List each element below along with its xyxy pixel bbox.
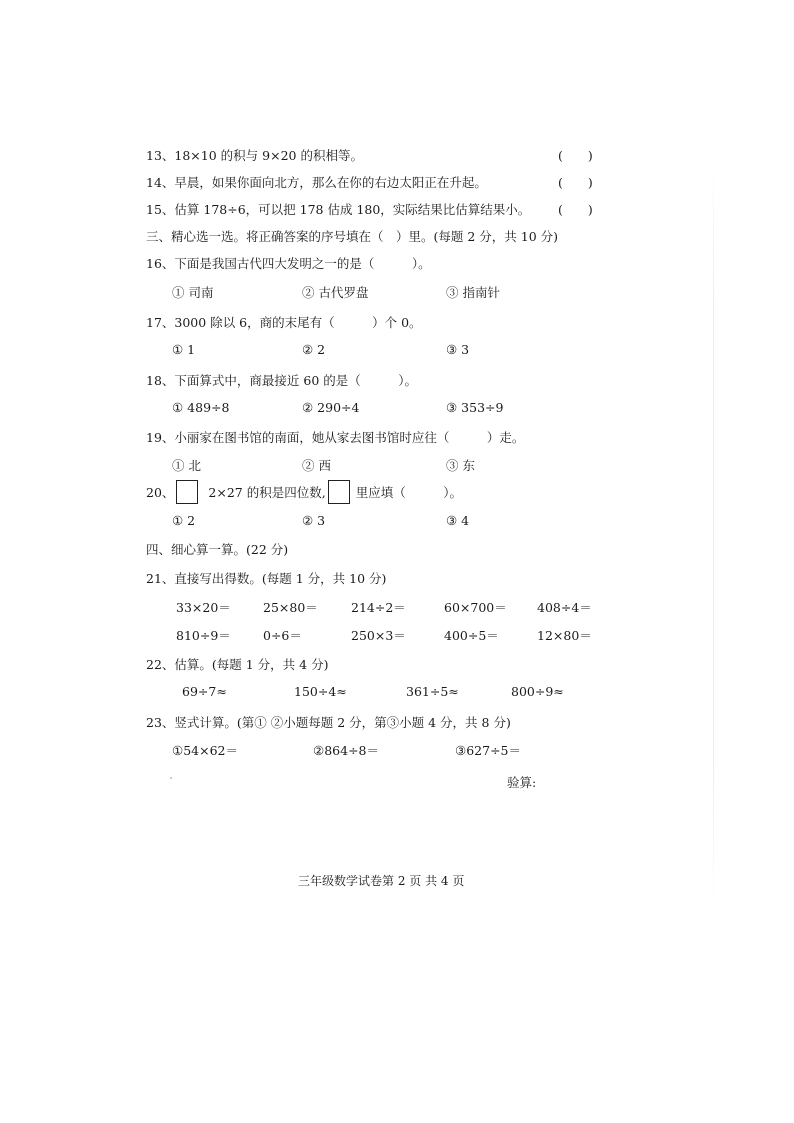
question-16: 16、下面是我国古代四大发明之一的是（ ）。	[146, 256, 431, 271]
q21-item-4: 60×700＝	[444, 600, 507, 615]
q22-item-1: 69÷7≈	[182, 684, 227, 699]
q16-option-3: ③ 指南针	[446, 285, 500, 300]
question-13: 13、18×10 的积与 9×20 的积相等。	[146, 148, 363, 163]
q22-item-4: 800÷9≈	[511, 684, 564, 699]
q20-option-1: ① 2	[172, 513, 196, 528]
q21-item-8: 250×3＝	[351, 628, 406, 643]
q21-item-10: 12×80＝	[537, 628, 592, 643]
question-18: 18、下面算式中，商最接近 60 的是（ ）。	[146, 373, 418, 388]
scan-speck	[170, 777, 172, 779]
q17-option-3: ③ 3	[446, 342, 470, 357]
q16-option-2: ② 古代罗盘	[302, 285, 369, 300]
question-19: 19、小丽家在图书馆的南面，她从家去图书馆时应往（ ）走。	[146, 430, 525, 445]
q18-option-2: ② 290÷4	[302, 400, 360, 415]
q16-option-1: ① 司南	[172, 285, 214, 300]
q23-item-1: ①54×62＝	[172, 743, 238, 758]
q17-option-2: ② 2	[302, 342, 326, 357]
question-20	[146, 480, 462, 504]
q20-suffix-text: 里应填（ ）。	[355, 485, 462, 500]
check-label: 验算:	[507, 775, 537, 790]
question-22-title: 22、估算。(每题 1 分，共 4 分)	[146, 657, 329, 672]
q18-option-1: ① 489÷8	[172, 400, 230, 415]
q23-item-2: ②864÷8＝	[313, 743, 379, 758]
scan-edge-line	[713, 160, 714, 910]
q22-item-3: 361÷5≈	[406, 684, 459, 699]
q19-option-3: ③ 东	[446, 458, 475, 473]
q19-option-1: ① 北	[172, 458, 201, 473]
question-23-title: 23、竖式计算。(第① ②小题每题 2 分，第③小题 4 分，共 8 分)	[146, 715, 511, 730]
q17-option-1: ① 1	[172, 342, 196, 357]
q20-option-2: ② 3	[302, 513, 326, 528]
page-footer: 三年级数学试卷第 2 页 共 4 页	[298, 874, 465, 888]
q20-middle-text: 2×27 的积是四位数,	[208, 485, 326, 500]
q22-item-2: 150÷4≈	[294, 684, 347, 699]
answer-paren-14: ( )	[558, 175, 593, 190]
q20-blank-box-1[interactable]	[176, 480, 198, 504]
answer-paren-13: ( )	[558, 148, 593, 163]
question-17: 17、3000 除以 6，商的末尾有（ ）个 0。	[146, 315, 422, 330]
q20-number: 20、	[146, 485, 175, 500]
answer-paren-15: ( )	[558, 202, 593, 217]
q19-option-2: ② 西	[302, 458, 331, 473]
q21-item-1: 33×20＝	[176, 600, 231, 615]
q21-item-3: 214÷2＝	[351, 600, 406, 615]
q21-item-9: 400÷5＝	[444, 628, 499, 643]
q23-item-3: ③627÷5＝	[455, 743, 521, 758]
q21-item-7: 0÷6＝	[263, 628, 302, 643]
q21-item-6: 810÷9＝	[176, 628, 231, 643]
question-15: 15、估算 178÷6，可以把 178 估成 180，实际结果比估算结果小。	[146, 202, 531, 217]
question-14: 14、早晨，如果你面向北方，那么在你的右边太阳正在升起。	[146, 175, 487, 190]
q20-blank-box-2[interactable]	[328, 480, 350, 504]
q20-option-3: ③ 4	[446, 513, 470, 528]
q21-item-5: 408÷4＝	[537, 600, 592, 615]
q21-item-2: 25×80＝	[263, 600, 318, 615]
q18-option-3: ③ 353÷9	[446, 400, 504, 415]
question-21-title: 21、直接写出得数。(每题 1 分，共 10 分)	[146, 571, 387, 586]
section-4-title: 四、细心算一算。(22 分)	[146, 542, 289, 557]
section-3-title: 三、精心选一选。将正确答案的序号填在（ ）里。(每题 2 分，共 10 分)	[146, 229, 559, 244]
